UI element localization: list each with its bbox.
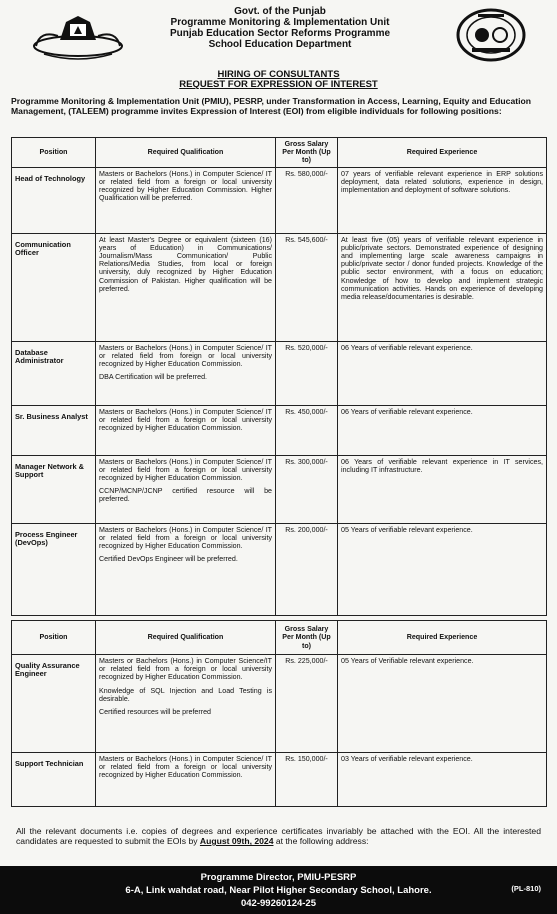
position-title: Database Administrator [12, 341, 96, 405]
qualification-paragraph: Masters or Bachelors (Hons.) in Computer Science/ IT or related field from a foreign or local university recognized by Higher Education Commission. [99, 407, 272, 433]
gross-salary: Rs. 225,000/- [276, 655, 338, 753]
gross-salary: Rs. 580,000/- [276, 167, 338, 233]
contact-line-2: 6-A, Link wahdat road, Near Pilot Higher Secondary School, Lahore. [125, 885, 432, 896]
positions-table [11, 137, 547, 616]
gross-salary: Rs. 200,000/- [276, 523, 338, 615]
ad-reference-code: (PL-810) [511, 884, 541, 893]
qualification-paragraph: Certified resources will be preferred [99, 708, 211, 717]
required-qualification [96, 167, 276, 233]
col-header-position: Position [12, 138, 96, 168]
qualification-paragraph: CCNP/MCNP/JCNP certified resource will be preferred. [99, 487, 272, 504]
contact-address [0, 871, 557, 910]
qualification-paragraph: Masters or Bachelors (Hons.) in Computer Science/ IT or related field from a foreign or local university recognized by Higher Education Commission. [99, 755, 272, 780]
required-experience: 06 Years of verifiable relevant experience. [338, 405, 547, 455]
col-header-experience: Required Experience [338, 621, 547, 655]
required-qualification [96, 655, 276, 753]
positions-table-continued-body [12, 655, 547, 807]
punjab-government-logo [30, 10, 126, 60]
closing-text: All the relevant documents i.e. copies of degrees and experience certificates invariably be attached with the EOI. All the interested candidates are requested to submit the EOIs by [16, 826, 541, 846]
contact-footer [0, 866, 557, 914]
gross-salary: Rs. 300,000/- [276, 455, 338, 523]
qualification-paragraph: DBA Certification will be preferred. [99, 373, 208, 382]
qualification-paragraph: Masters or Bachelors (Hons.) in Computer Science/ IT or related field from foreign or local university recognized by Higher Education Commission. [99, 343, 272, 369]
required-experience: 05 Years of Verifiable relevant experience. [338, 655, 547, 753]
closing-paragraph [16, 826, 541, 846]
position-title: Head of Technology [12, 167, 96, 233]
gross-salary: Rs. 150,000/- [276, 753, 338, 807]
positions-table-body [12, 167, 547, 615]
required-experience: 07 years of verifiable relevant experience in ERP solutions deployment, data related solutions, experience in design, implementation and deployment of software solutions. [338, 167, 547, 233]
required-experience: 05 Years of verifiable relevant experience. [338, 523, 547, 615]
qualification-paragraph: Knowledge of SQL Injection and Load Testing is desirable. [99, 686, 272, 703]
col-header-experience: Required Experience [338, 138, 547, 168]
position-title: Manager Network & Support [12, 455, 96, 523]
required-qualification [96, 233, 276, 341]
gross-salary: Rs. 450,000/- [276, 405, 338, 455]
header-line-1: Govt. of the Punjab [234, 6, 326, 17]
intro-paragraph: Programme Monitoring & Implementation Unit (PMIU), PESRP, under Transformation in Access, Learning, Equity and Education Management, (TALEEM) programme invites Expression of Interest (EOI) from eligible individuals for following positions: [11, 96, 531, 116]
table-row [12, 233, 547, 341]
required-experience: 06 Years of verifiable relevant experience in IT services, including IT infrastructure. [338, 455, 547, 523]
position-title: Communication Officer [12, 233, 96, 341]
qualification-paragraph: Masters or Bachelors (Hons.) in Computer Science/IT or related field from a foreign or local university recognized by Higher Education Commission. [99, 657, 272, 682]
pesrp-seal-logo [456, 8, 526, 63]
ad-title: HIRING OF CONSULTANTS [217, 69, 340, 80]
table-row [12, 455, 547, 523]
table-row [12, 523, 547, 615]
contact-phone: 042-99260124-25 [240, 898, 316, 909]
required-experience: 06 Years of verifiable relevant experience. [338, 341, 547, 405]
gross-salary: Rs. 520,000/- [276, 341, 338, 405]
qualification-paragraph: Masters or Bachelors (Hons.) in Computer Science/ IT or related field from a foreign or local university recognized by Higher Education Commission. Higher Qualification will be preferred. [99, 169, 272, 203]
position-title: Sr. Business Analyst [12, 405, 96, 455]
qualification-paragraph: At least Master's Degree or equivalent (sixteen (16) years of Education) in Communications/ Journalism/Mass Communication/ Public Relations/Media Studies, from local or foreign university, duly recognized by Higher Education Commission of Pakistan. Higher qualification will be preferred. [99, 235, 272, 293]
col-header-position: Position [12, 621, 96, 655]
col-header-salary: Gross Salary Per Month (Up to) [276, 138, 338, 168]
closing-text-end: at the following address: [273, 836, 369, 846]
table-row [12, 341, 547, 405]
table-row [12, 167, 547, 233]
positions-table-continued [11, 620, 547, 807]
qualification-paragraph: Masters or Bachelors (Hons.) in Computer Science/ IT or related field from a foreign or local university recognized by Higher Education Commission. [99, 525, 272, 551]
qualification-paragraph: Masters or Bachelors (Hons.) in Computer Science/ IT or related field from a foreign or local university recognized by Higher Education Commission. [99, 457, 272, 483]
header-line-4: School Education Department [208, 39, 352, 50]
col-header-qualification: Required Qualification [96, 138, 276, 168]
table-row [12, 405, 547, 455]
table-row [12, 753, 547, 807]
required-experience: At least five (05) years of verifiable relevant experience in public/private sectors. Demonstrated experience of designing and implementing large scale awareness campaigns in public/private sector / donor funded projects. Knowledge of the public sector environment, with a focus on education; Knowledge of how to develop and implement strategic communication activities. Hands on experience of developing media release/documentaries is desirable. [338, 233, 547, 341]
qualification-paragraph: Certified DevOps Engineer will be preferred. [99, 555, 238, 564]
required-qualification [96, 455, 276, 523]
col-header-qualification: Required Qualification [96, 621, 276, 655]
position-title: Quality Assurance Engineer [12, 655, 96, 753]
header-line-2: Programme Monitoring & Implementation Unit [170, 17, 390, 28]
issuer-header [120, 6, 440, 50]
contact-line-1: Programme Director, PMIU-PESRP [200, 872, 357, 883]
table-row [12, 655, 547, 753]
position-title: Process Engineer (DevOps) [12, 523, 96, 615]
ad-subtitle: REQUEST FOR EXPRESSION OF INTEREST [179, 79, 378, 90]
required-qualification [96, 341, 276, 405]
required-qualification [96, 753, 276, 807]
header-line-3: Punjab Education Sector Reforms Programme [169, 28, 391, 39]
required-experience: 03 Years of verifiable relevant experience. [338, 753, 547, 807]
required-qualification [96, 405, 276, 455]
gross-salary: Rs. 545,600/- [276, 233, 338, 341]
submission-deadline: August 09th, 2024 [199, 836, 274, 846]
col-header-salary: Gross Salary Per Month (Up to) [276, 621, 338, 655]
required-qualification [96, 523, 276, 615]
position-title: Support Technician [12, 753, 96, 807]
ad-title-block [0, 70, 557, 90]
